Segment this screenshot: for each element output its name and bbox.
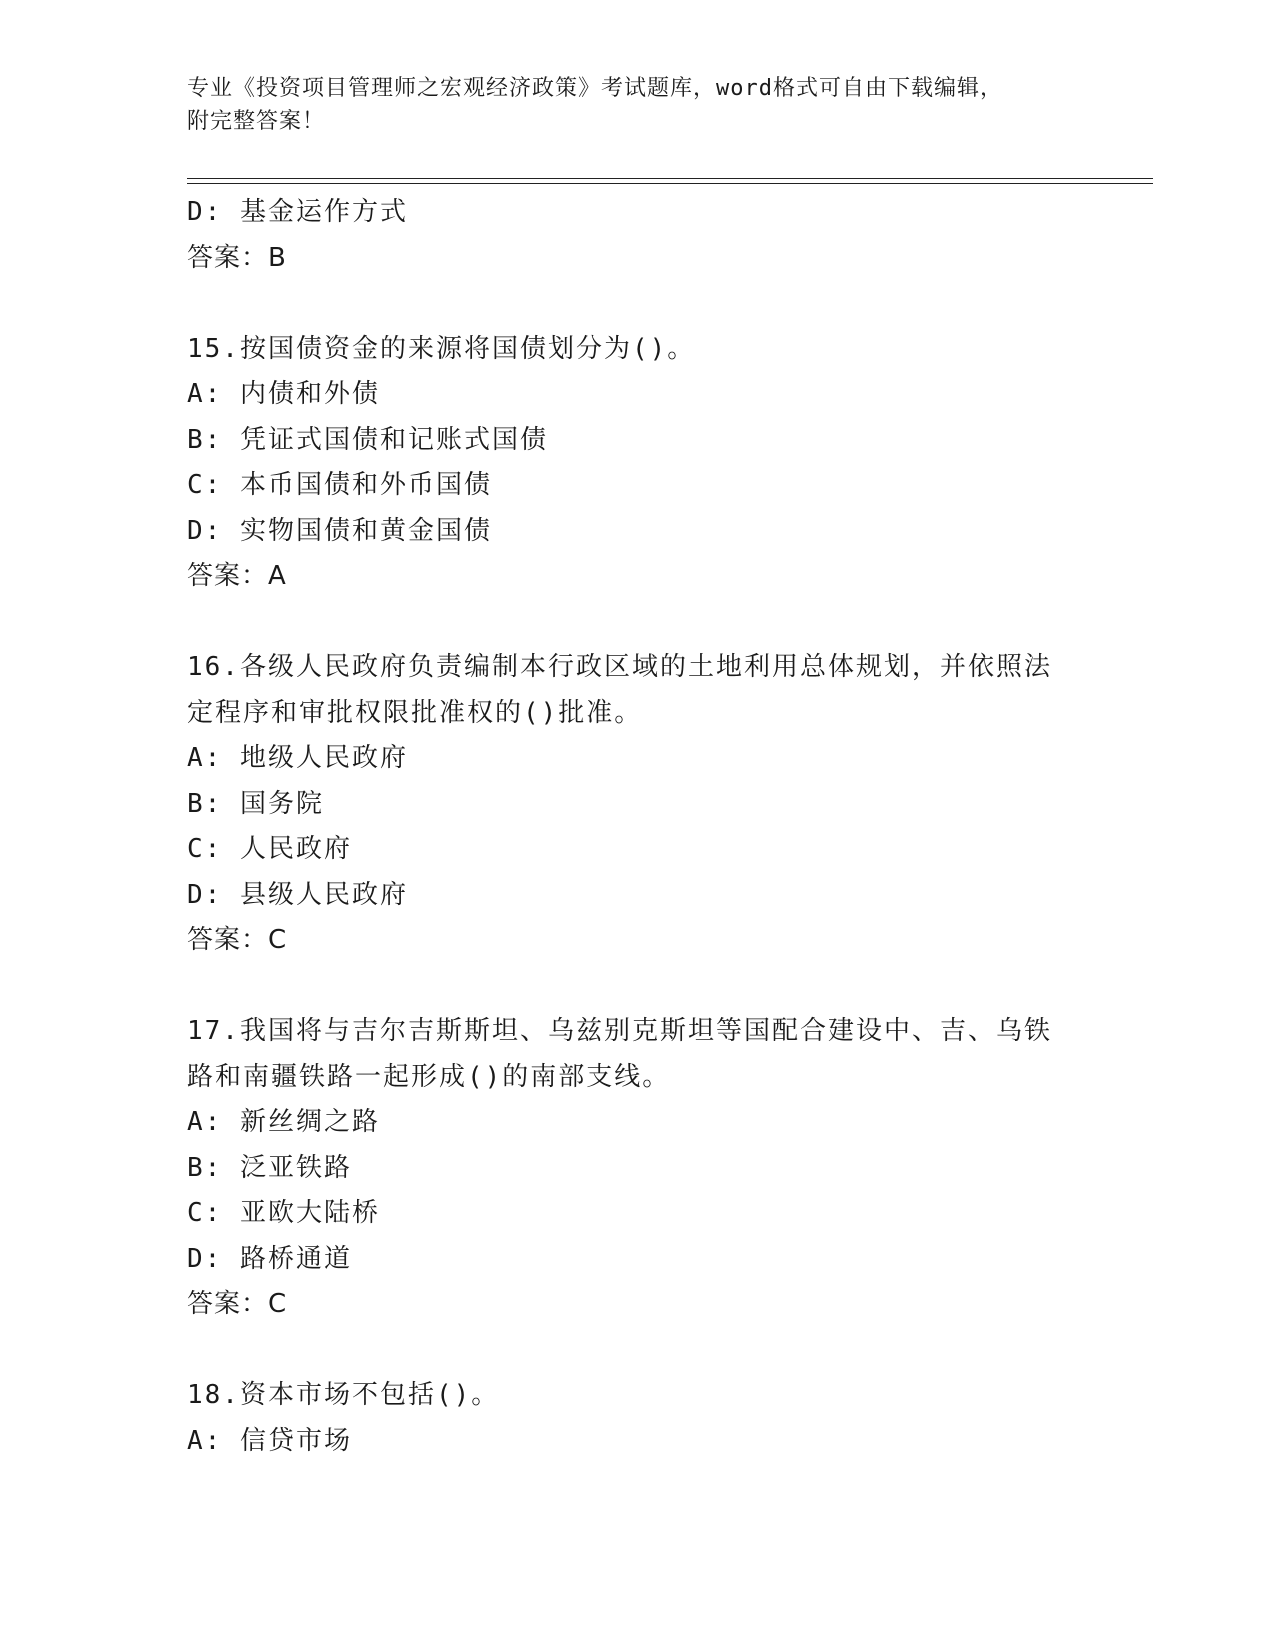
- answer-option: B: 国务院: [187, 788, 324, 819]
- answer-option: B: 泛亚铁路: [187, 1152, 352, 1183]
- answer-key: 答案：C: [187, 925, 288, 955]
- answer-option: C: 人民政府: [187, 834, 352, 864]
- question-text: 16.各级人民政府负责编制本行政区域的土地利用总体规划，并依照法: [187, 652, 1052, 682]
- question-text: 定程序和审批权限批准权的()批准。: [187, 697, 643, 728]
- answer-option: A: 地级人民政府: [187, 743, 408, 773]
- question-block: [187, 1373, 1087, 1464]
- question-text: 18.资本市场不包括()。: [187, 1380, 500, 1410]
- question-spacer: [187, 600, 1087, 646]
- answer-option: D: 路桥通道: [187, 1243, 352, 1274]
- header-divider-top: [187, 178, 1153, 179]
- answer-option: A: 新丝绸之路: [187, 1107, 380, 1137]
- answer-key: 答案：C: [187, 1289, 288, 1319]
- question-block: [187, 327, 1087, 600]
- document-header: [187, 72, 1067, 138]
- question-spacer: [187, 964, 1087, 1010]
- answer-option: C: 亚欧大陆桥: [187, 1198, 380, 1228]
- header-divider-bottom: [187, 183, 1153, 184]
- header-line-1: 专业《投资项目管理师之宏观经济政策》考试题库，word格式可自由下载编辑，: [187, 76, 1003, 101]
- answer-key: 答案：A: [187, 561, 287, 591]
- question-text: 15.按国债资金的来源将国债划分为()。: [187, 333, 696, 364]
- answer-key: 答案：B: [187, 242, 287, 273]
- answer-option: A: 内债和外债: [187, 379, 380, 409]
- question-spacer: [187, 1328, 1087, 1374]
- question-text: 17.我国将与吉尔吉斯斯坦、乌兹别克斯坦等国配合建设中、吉、乌铁: [187, 1016, 1052, 1046]
- header-line-2: 附完整答案！: [187, 109, 326, 134]
- question-spacer: [187, 281, 1087, 327]
- answer-option: D: 基金运作方式: [187, 197, 408, 227]
- answer-option: B: 凭证式国债和记账式国债: [187, 424, 548, 455]
- answer-option: A: 信贷市场: [187, 1425, 352, 1456]
- question-block: [187, 1009, 1087, 1328]
- question-text: 路和南疆铁路一起形成()的南部支线。: [187, 1061, 671, 1092]
- question-block: [187, 190, 1087, 281]
- question-list: [187, 190, 1087, 1464]
- answer-option: D: 实物国债和黄金国债: [187, 515, 492, 546]
- answer-option: C: 本币国债和外币国债: [187, 470, 492, 500]
- question-block: [187, 645, 1087, 964]
- answer-option: D: 县级人民政府: [187, 879, 408, 910]
